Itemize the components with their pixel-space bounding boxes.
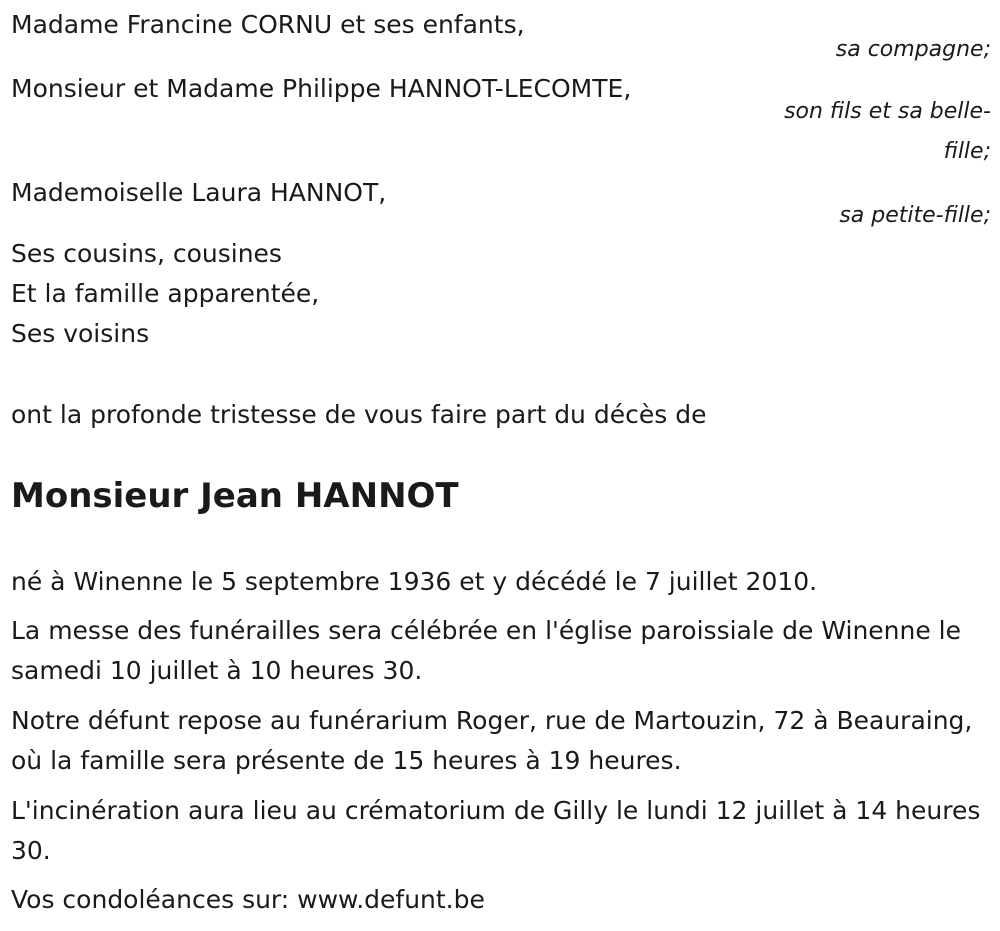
- family-member-name: Madame Francine CORNU et ses enfants,: [11, 10, 525, 39]
- family-member-relation: sa petite-fille;: [839, 203, 991, 228]
- family-member-relation: son fils et sa belle-fille;: [784, 99, 991, 164]
- relatives-line: Et la famille apparentée,: [11, 279, 320, 308]
- deceased-name: Monsieur Jean HANNOT: [11, 476, 459, 516]
- family-member-relation: sa compagne;: [835, 37, 991, 62]
- detail-paragraph: La messe des funérailles sera célébrée en l'église paroissiale de Winenne le samedi 10 juillet à 10 heures 30.: [11, 616, 962, 685]
- condolences-line: Vos condoléances sur: www.defunt.be: [11, 885, 485, 914]
- relatives-line: Ses voisins: [11, 319, 150, 348]
- detail-paragraph: L'incinération aura lieu au crématorium de Gilly le lundi 12 juillet à 14 heures 30.: [11, 796, 981, 865]
- family-member-name: Monsieur et Madame Philippe HANNOT-LECOMTE,: [11, 74, 632, 103]
- relatives-line: Ses cousins, cousines: [11, 239, 282, 268]
- family-member-name: Mademoiselle Laura HANNOT,: [11, 178, 387, 207]
- announcement-text: ont la profonde tristesse de vous faire part du décès de: [11, 400, 707, 429]
- detail-paragraph: Notre défunt repose au funérarium Roger, rue de Martouzin, 72 à Beauraing, où la famille sera présente de 15 heures à 19 heures.: [11, 706, 973, 775]
- detail-paragraph: né à Winenne le 5 septembre 1936 et y décédé le 7 juillet 2010.: [11, 567, 818, 596]
